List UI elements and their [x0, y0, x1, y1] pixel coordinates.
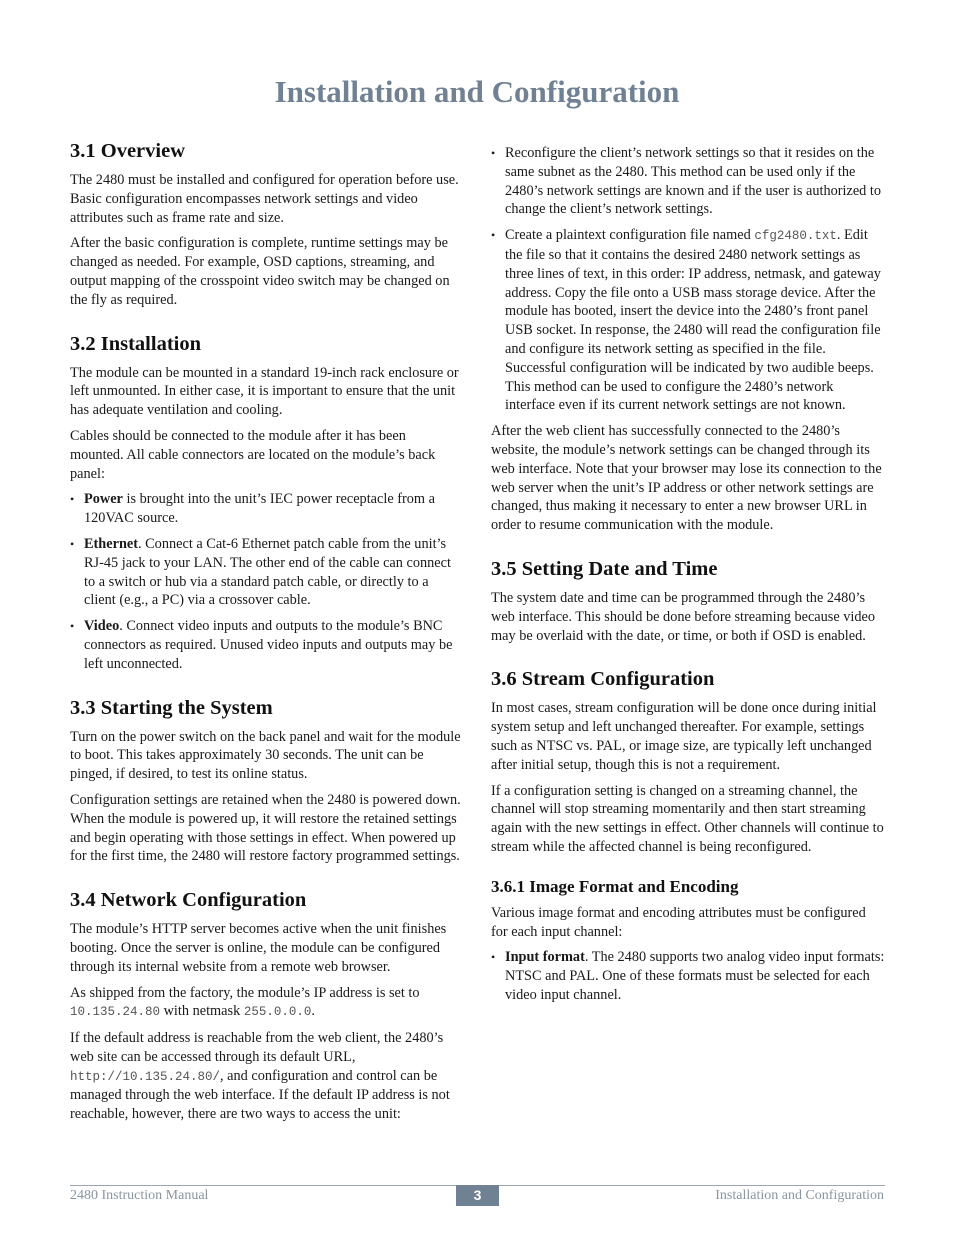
paragraph: After the basic configuration is complete, runtime settings may be changed as needed. For example, OSD captions, streaming, and output mapping of the crosspoint video switch may be changed on the fly as required.: [70, 235, 450, 308]
list-item: [491, 948, 885, 1004]
paragraph: Various image format and encoding attributes must be configured for each input channel:: [491, 904, 866, 940]
default-url: http://10.135.24.80/: [70, 1069, 221, 1084]
text-run: As shipped from the factory, the module’s IP address is set to: [70, 984, 420, 1001]
bullet-text: . Connect a Cat-6 Ethernet patch cable from the unit’s RJ-45 jack to your LAN. The other end of the cable can connect to a switch or hub via a standard patch cable, or directly to a client (e.g., a PC) via a crossover cable.: [84, 535, 451, 609]
bullet-term: Video: [84, 618, 120, 635]
section-overview: [70, 140, 462, 310]
bullet-text: . Connect video inputs and outputs to the module’s BNC connectors as required. Unused video inputs and outputs may be left unconnected.: [84, 618, 453, 672]
section-installation: [70, 333, 462, 674]
section-heading: 3.5 Setting Date and Time: [491, 557, 718, 580]
config-filename: cfg2480.txt: [754, 229, 837, 244]
bullet-text: is brought into the unit’s IEC power receptacle from a 120VAC source.: [84, 491, 435, 527]
paragraph: The module’s HTTP server becomes active when the unit finishes booting. Once the server is online, the module can be configured through its internal website from a remote web browser.: [70, 921, 447, 975]
paragraph: Configuration settings are retained when the 2480 is powered down. When the module is powered up, it will restore the retained settings and begin operating with those settings in effect. When powered up for the first time, the 2480 will restore factory programmed settings.: [70, 791, 461, 865]
bullet-term: Power: [84, 491, 123, 508]
bullet-list: [491, 948, 885, 1004]
bullet-term: Ethernet: [84, 535, 138, 552]
paragraph: Cables should be connected to the module after it has been mounted. All cable connectors are located on the module’s back panel:: [70, 427, 436, 482]
paragraph: The 2480 must be installed and configured for operation before use. Basic configuration encompasses network settings and video attributes such as frame rate and size.: [70, 172, 459, 226]
paragraph: If a configuration setting is changed on a streaming channel, the channel will stop streaming momentarily and then start streaming again with the new settings in effect. Other channels will continue to stream while the affected channel is being reconfigured.: [491, 782, 884, 855]
subsection-image-format: [491, 877, 885, 1005]
section-heading: 3.1 Overview: [70, 140, 185, 162]
page-number: 3: [456, 1185, 499, 1206]
section-heading: 3.6 Stream Configuration: [491, 668, 715, 691]
section-heading: 3.3 Starting the System: [70, 696, 273, 719]
paragraph: The module can be mounted in a standard 19-inch rack enclosure or left unmounted. In either case, it is important to ensure that the unit has adequate ventilation and cooling.: [70, 364, 459, 419]
bullet-list: [70, 490, 462, 673]
paragraph: Turn on the power switch on the back panel and wait for the module to boot. This takes approximately 30 seconds. The unit can be pinged, if desired, to test its online status.: [70, 728, 461, 783]
list-item: [70, 535, 462, 610]
section-network-configuration: [70, 889, 462, 1124]
footer-chapter-title: Installation and Configuration: [715, 1188, 884, 1203]
paragraph: [70, 984, 462, 1023]
footer-manual-title: 2480 Instruction Manual: [70, 1188, 209, 1203]
bullet-text: . The 2480 supports two analog video input formats: NTSC and PAL. One of these formats must be selected for each video input channel.: [505, 949, 885, 1003]
paragraph: In most cases, stream configuration will be done once during initial system setup and left unchanged thereafter. For example, settings such as NTSC vs. PAL, or image size, are typically left unchanged after initial setup, though this is not a requirement.: [491, 700, 877, 773]
bullet-list: [491, 144, 885, 415]
page-title: Installation and Configuration: [274, 74, 680, 109]
section-heading: 3.2 Installation: [70, 332, 201, 355]
list-item: • Reconfigure the client’s network settings so that it resides on the same subnet as the 2480. This method can be used only if the 2480’s network settings are known and if the user is authorized to change the client’s network settings.: [491, 144, 885, 219]
left-column: [70, 140, 462, 1131]
section-stream-configuration: [491, 668, 885, 856]
list-item: [70, 490, 462, 528]
paragraph: After the web client has successfully connected to the 2480’s website, the module’s network settings can be changed through its web interface. Note that your browser may lose its connection to the web server when the unit’s IP address or other network settings are changed, thus making it necessary to enter a new browser URL in order to resume communication with the module.: [491, 423, 882, 534]
paragraph: [70, 1029, 462, 1124]
text-run: . Edit the file so that it contains the desired 2480 network settings as three lines of text, in this order: IP address, netmask, and gateway address. Copy the file onto a USB mass storage device. After the module has booted, insert the device into the 2480’s front panel USB socket. In response, the 2480 will read the configuration file and configure its network setting as specified in the file. Successful configuration will be indicated by two audible beeps. This method can be used to configure the 2480’s network interface even if its current network settings are not known.: [505, 227, 881, 414]
ip-address: 10.135.24.80: [70, 1005, 161, 1020]
paragraph: The system date and time can be programmed through the 2480’s web interface. This should be done before streaming because video may be overlaid with the date, or time, or both if OSD is enabled.: [491, 589, 876, 644]
text-run: with netmask: [160, 1003, 244, 1020]
list-item: [70, 617, 462, 673]
netmask: 255.0.0.0: [243, 1005, 312, 1020]
section-heading: 3.4 Network Configuration: [70, 889, 307, 912]
text-run: If the default address is reachable from the web client, the 2480’s web site can be accessed through its default URL,: [70, 1030, 444, 1065]
list-item: [491, 226, 885, 415]
bullet-term: Input format: [505, 949, 585, 966]
subsection-heading: 3.6.1 Image Format and Encoding: [491, 876, 739, 896]
text-run: Create a plaintext configuration file named: [505, 227, 755, 244]
right-column: [491, 144, 885, 1012]
section-starting-system: [70, 697, 462, 867]
text-run: , and configuration and control can be managed through the web interface. If the default IP address is not reachable, however, there are two ways to access the unit:: [70, 1067, 450, 1123]
text-run: .: [311, 1003, 315, 1020]
section-date-time: [491, 558, 885, 645]
